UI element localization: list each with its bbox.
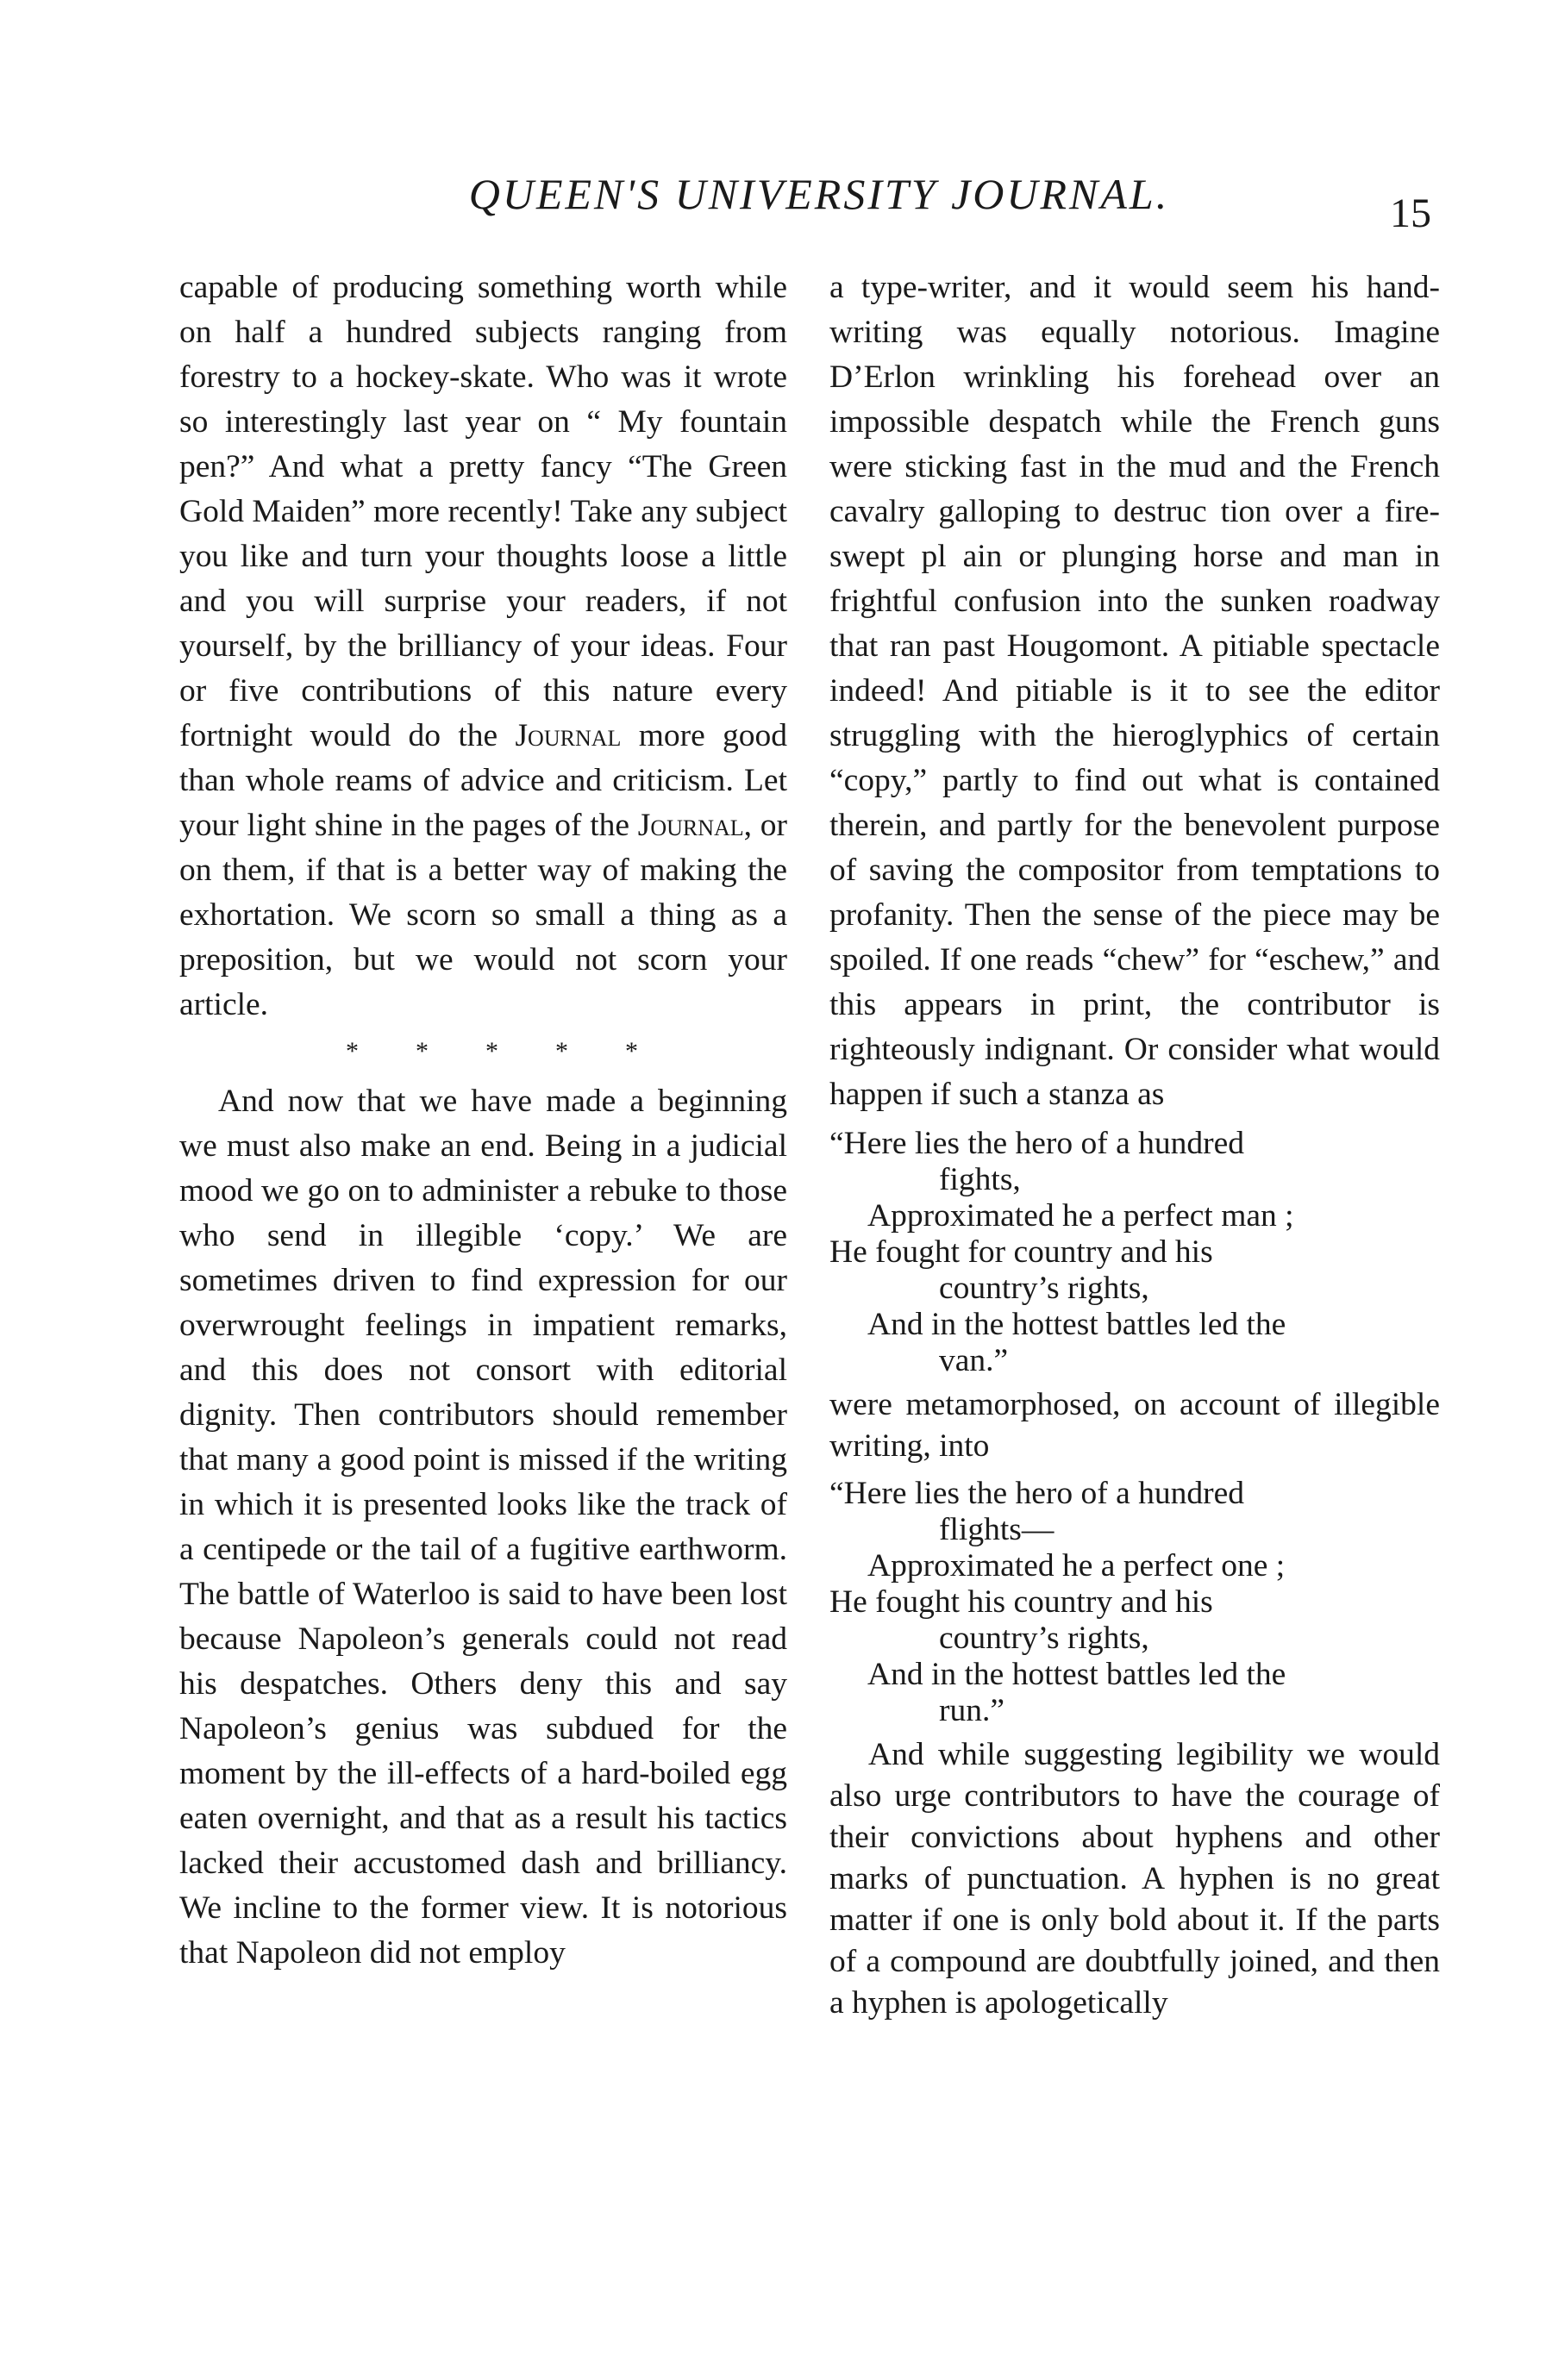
paragraph: And now that we have made a beginning we must also make an end. Being in a judicial mood we go on to administer a rebuke to those who send in illegible ‘copy.’ We are sometimes driven to find expression for our overwrought feelings in impatient remarks, and this does not consort with editorial dignity. Then contributors should remember that many a good point is missed if the writing in which it is presented looks like the track of a centipede or the tail of a fugitive earthworm. The battle of Waterloo is said to have been lost because Napoleon’s generals could not read his despatches. Others deny this and say Napoleon’s genius was subdued for the moment by the ill-effects of a hard-boiled egg eaten overnight, and that as a result his tactics lacked their accustomed dash and brilliancy. We incline to the former view. It is notorious that Napoleon did not employ <box>179 1084 787 1971</box>
verse-line: fights, <box>939 1162 1021 1197</box>
verse-line: And in the hottest battles led the <box>867 1657 1286 1692</box>
right-column <box>829 265 1440 2024</box>
verse-line: He fought for country and his <box>829 1234 1213 1270</box>
verse-line: “Here lies the hero of a hundred <box>829 1476 1245 1511</box>
page-number: 15 <box>1390 191 1431 236</box>
stanza-original <box>829 1126 1440 1379</box>
verse-line: Approximated he a perfect one ; <box>867 1548 1286 1584</box>
verse-line: van.” <box>939 1343 1009 1378</box>
stanza-metamorphosed <box>829 1476 1440 1729</box>
verse-line: Approximated he a perfect man ; <box>867 1198 1294 1234</box>
asterisk: * <box>416 1037 429 1065</box>
paragraph <box>179 265 787 1028</box>
journal-name: Journal, <box>637 808 753 843</box>
section-separator <box>179 1029 787 1074</box>
asterisk: * <box>625 1037 638 1065</box>
verse-line: He fought his country and his <box>829 1584 1213 1620</box>
paragraph-text: more good than whole reams of advice and criticism. Let your light shine in the pages of the <box>179 718 788 843</box>
asterisk: * <box>555 1037 568 1065</box>
asterisk: * <box>346 1037 359 1065</box>
paragraph-text: capable of producing something worth while on half a hundred subjects ranging from forestry to a hockey-skate. Who was it wrote so interestingly last year on “ My fountain pen?” And what a pretty fancy “The Green Gold Maiden” more recently! Take any subject you like and turn your thoughts loose a little and you will surprise your readers, if not yourself, by the brilliancy of your ideas. Four or five contributions of this nature every fortnight would do the <box>179 270 787 753</box>
paragraph: a type-writer, and it would seem his hand-writing was equally notorious. Imagine D’Erlon wrinkling his forehead over an impossible despatch while the French guns were sticking fast in the mud and the French cavalry galloping to destruc tion over a fire-swept pl ain or plunging horse and man in frightful confusion into the sunken roadway that ran past Hougomont. A pitiable spectacle indeed! And pitiable is it to see the editor struggling with the hieroglyphics of certain “copy,” partly to find out what is contained therein, and partly for the benevolent purpose of saving the compositor from temptations to profanity. Then the sense of the piece may be spoiled. If one reads “chew” for “eschew,” and this appears in print, the contributor is righteously indignant. Or consider what would happen if such a stanza as <box>829 270 1440 1112</box>
running-title: QUEEN'S UNIVERSITY JOURNAL. <box>468 170 1170 218</box>
journal-name: Journal <box>515 718 622 753</box>
verse-line: country’s rights, <box>939 1271 1149 1306</box>
verse-line: country’s rights, <box>939 1621 1149 1656</box>
asterisk: * <box>485 1037 498 1065</box>
paragraph-text: or on them, if that is a better way of making the exhortation. We scorn so small a thing as a preposition, but we would not scorn your article. <box>179 808 788 1022</box>
verse-line: “Here lies the hero of a hundred <box>829 1126 1245 1161</box>
paragraph: And while suggesting legibility we would also urge contributors to have the courage of their convictions about hyphens and other marks of punctuation. A hyphen is no great matter if one is only bold about it. If the parts of a compound are doubtfully joined, and then a hyphen is apologetically <box>829 1737 1440 2021</box>
left-column <box>179 265 787 1976</box>
verse-line: flights— <box>939 1512 1054 1547</box>
paragraph: were metamorphosed, on account of illegible writing, into <box>829 1387 1440 1464</box>
verse-line: And in the hottest battles led the <box>867 1307 1286 1342</box>
verse-line: run.” <box>939 1693 1005 1728</box>
